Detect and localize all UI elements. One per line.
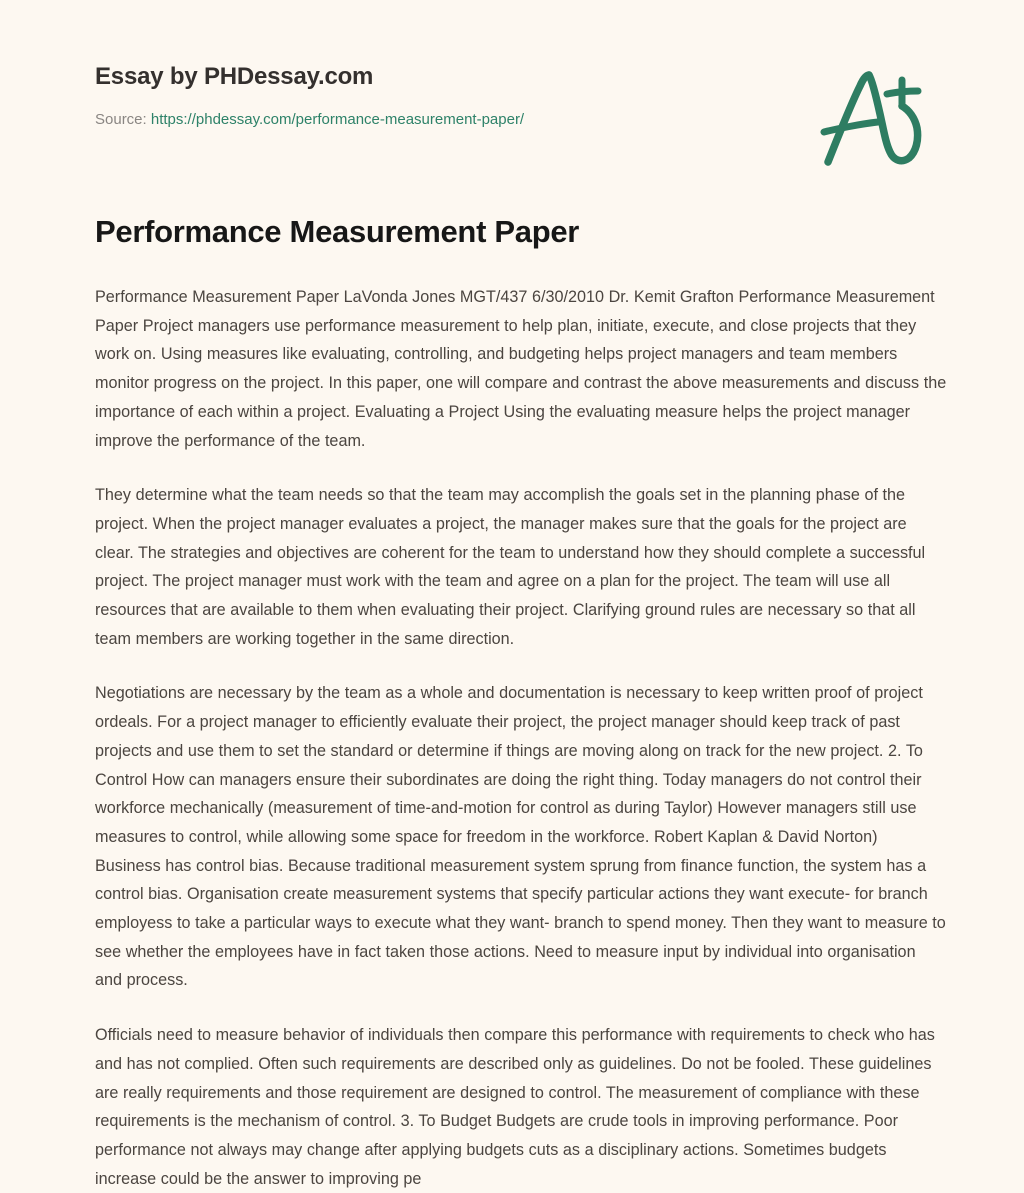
aplus-logo-icon: [812, 66, 930, 170]
paragraph: Negotiations are necessary by the team as a whole and documentation is necessary to keep written proof of project ordeals. For a project manager to efficiently evaluate their project, the project manager should keep track of past projects and use them to set the standard or determine if things are moving along on track for the new project. 2. To Control How can managers ensure their subordinates are doing the right thing. Today managers do not control their workforce mechanically (measurement of time-and-motion for control as during Taylor) However managers still use measures to control, while allowing some space for freedom in the workforce. Robert Kaplan & David Norton) Business has control bias. Because traditional measurement system sprung from finance function, the system has a control bias. Organisation create measurement systems that specify particular actions they want execute- for branch employess to take a particular ways to execute what they want- branch to spend money. Then they want to measure to see whether the employees have in fact taken those actions. Need to measure input by individual into organisation and process.: [95, 684, 946, 990]
essay-body: [95, 283, 947, 1193]
source-url-link[interactable]: https://phdessay.com/performance-measurement-paper/: [150, 111, 525, 128]
paragraph: Performance Measurement Paper LaVonda Jones MGT/437 6/30/2010 Dr. Kemit Grafton Performance Measurement Paper Project managers use performance measurement to help plan, initiate, execute, and close projects that they work on. Using measures like evaluating, controlling, and budgeting helps project managers and team members monitor progress on the project. In this paper, one will compare and contrast the above measurements and discuss the importance of each within a project. Evaluating a Project Using the evaluating measure helps the project manager improve the performance of the team.: [95, 288, 947, 450]
paragraph: They determine what the team needs so that the team may accomplish the goals set in the planning phase of the project. When the project manager evaluates a project, the manager makes sure that the goals for the project are clear. The strategies and objectives are coherent for the team to understand how they should complete a successful project. The project manager must work with the team and agree on a plan for the project. The team will use all resources that are available to them when evaluating their project. Clarifying ground rules are necessary so that all team members are working together in the same direction.: [95, 486, 926, 648]
page-title: Performance Measurement Paper: [95, 214, 580, 249]
brand-title: Essay by PHDessay.com: [95, 63, 374, 90]
aplus-logo[interactable]: [812, 66, 930, 170]
source-label: Source:: [95, 111, 147, 128]
paragraph: Officials need to measure behavior of individuals then compare this performance with requirements to check who has and has not complied. Often such requirements are described only as guidelines. Do not be fooled. These guidelines are really requirements and those requirement are designed to control. The measurement of compliance with these requirements is the mechanism of control. 3. To Budget Budgets are crude tools in improving performance. Poor performance not always may change after applying budgets cuts as a disciplinary actions. Sometimes budgets increase could be the answer to improving pe: [95, 1026, 935, 1188]
